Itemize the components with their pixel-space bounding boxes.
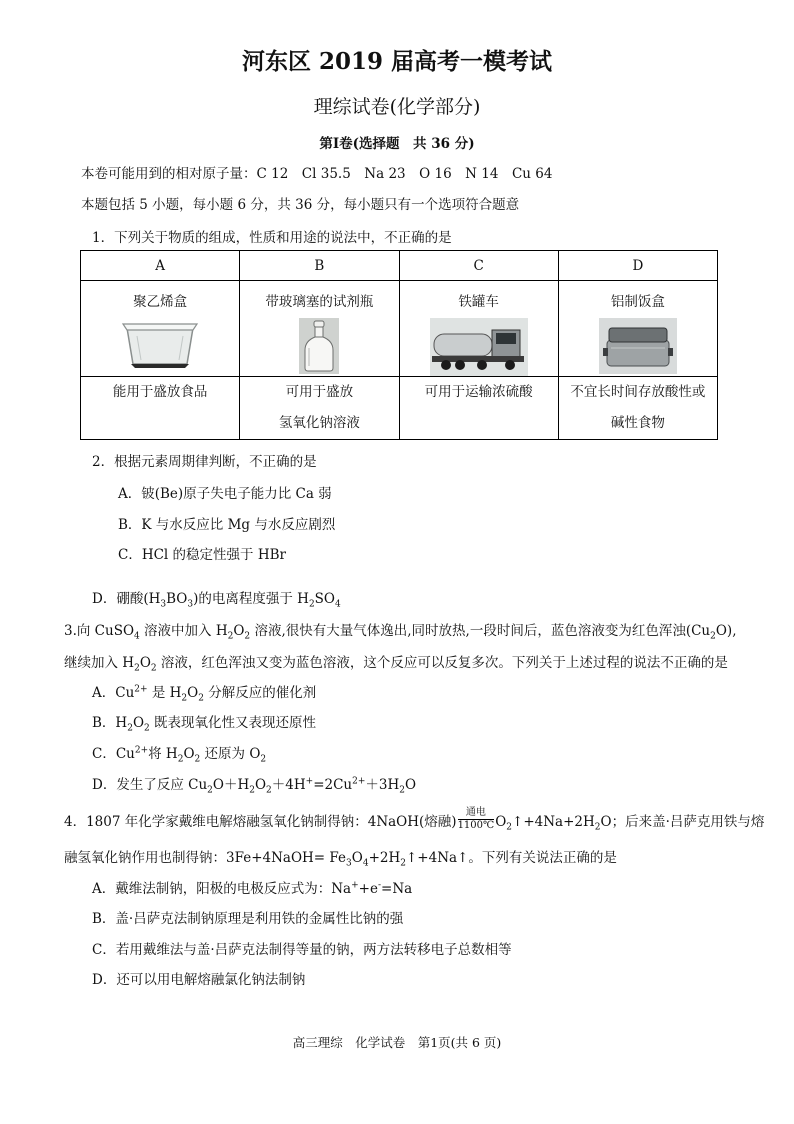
q1-use-d-line2: 碱性食物 (610, 415, 665, 431)
exam-title: 河东区 2019 届高考一模考试 (241, 48, 553, 75)
q3-option-c: C．$Cu^{2+}$将 $H_2O_2$ 还原为 $O_2$ (92, 745, 267, 765)
q1-picture-row (81, 281, 718, 377)
q4-option-d: D．还可以用电解熔融氯化钠法制钠 (92, 972, 306, 988)
q1-options-table (80, 250, 718, 440)
q4-option-c: C．若用戴维法与盖·吕萨克法制得等量的钠，两方法转移电子总数相等 (92, 942, 512, 958)
q2-stem: 2．根据元素周期律判断，不正确的是 (92, 454, 317, 470)
q4-option-b: B．盖·吕萨克法制钠原理是利用铁的金属性比钠的强 (92, 911, 404, 927)
q2-option-b: B．K 与水反应比 Mg 与水反应剧烈 (118, 517, 336, 533)
q1-cell-c (399, 281, 558, 377)
q1-name-a: 聚乙烯盒 (133, 294, 188, 310)
q1-col-a: A (81, 251, 240, 281)
q1-name-d: 铝制饭盒 (610, 294, 665, 310)
q4-stem-line2: 融氢氧化钠作用也制得钠：3Fe+4NaOH= $Fe_3O_4+2H_2↑+4Na↑$。下列有关说法正确的是 (64, 850, 617, 869)
q1-use-b-line2: 氢氧化钠溶液 (278, 415, 360, 431)
q1-use-d (558, 377, 717, 440)
tank-truck-image (430, 318, 528, 376)
q1-stem: 1．下列关于物质的组成，性质和用途的说法中，不正确的是 (92, 230, 452, 246)
q1-col-d: D (558, 251, 717, 281)
q3-option-d: D．发生了反应 $Cu_2O+H_2O_2+4H^+=2Cu^{2+}+3H_2O$ (92, 776, 417, 796)
page-footer: 高三理综 化学试卷 第1页(共 6 页) (292, 1035, 502, 1050)
instructions-line: 本题包括 5 小题，每小题 6 分，共 36 分，每小题只有一个选项符合题意 (81, 197, 520, 213)
q3-option-a: A．$Cu^{2+}$ 是 $H_2O_2$ 分解反应的催化剂 (92, 684, 317, 704)
q1-use-d-line1: 不宜长时间存放酸性或 (570, 384, 706, 400)
q1-use-a-line1: 能用于盛放食品 (112, 384, 208, 400)
q1-header-row (81, 251, 718, 281)
aluminum-lunch-box-image (599, 318, 677, 374)
q1-cell-a (81, 281, 240, 377)
atomic-masses-line: 本卷可能用到的相对原子量：C 12 Cl 35.5 Na 23 O 16 N 14 Cu 64 (81, 166, 553, 182)
section-heading: 第Ⅰ卷(选择题 共 36 分) (319, 136, 475, 152)
q4-option-a: A．戴维法制钠，阳极的电极反应式为：Na++e-=Na (92, 880, 413, 897)
q1-cell-b (240, 281, 399, 377)
exam-subtitle: 理综试卷(化学部分) (313, 96, 481, 118)
q2-option-a: A．铍(Be)原子失电子能力比 Ca 弱 (118, 486, 332, 502)
q1-cell-d (558, 281, 717, 377)
q1-use-a (81, 377, 240, 440)
q1-col-b: B (240, 251, 399, 281)
q3-stem-line1: 3.向 CuSO$_4$ 溶液中加入 $H_2O_2$ 溶液,很快有大量气体逸出,同时放热,一段时间后，蓝色溶液变为红色浑浊$(Cu_2O)$, (64, 623, 737, 642)
q4-stem-line1: 4．1807 年化学家戴维电解熔融氢氧化钠制得钠：4NaOH(熔融) $\frac{\text{通电}}{1100℃}$ $O_2↑+4Na+2H_2O$；后来盖·吕萨克用铁与熔 (64, 807, 765, 833)
q1-use-b-line1: 可用于盛放 (285, 384, 354, 400)
q1-name-c: 铁罐车 (458, 294, 499, 310)
q1-use-c-line1: 可用于运输浓硫酸 (424, 384, 533, 400)
reagent-bottle-image (299, 318, 339, 374)
q3-option-b: B．$H_2O_2$ 既表现氧化性又表现还原性 (92, 715, 317, 734)
q1-use-row (81, 377, 718, 440)
q1-name-b: 带玻璃塞的试剂瓶 (265, 294, 374, 310)
q2-option-c: C．HCl 的稳定性强于 HBr (118, 547, 286, 563)
q1-use-b (240, 377, 399, 440)
q2-option-d: D．硼酸$(H_3BO_3)$的电离程度强于 $H_2SO_4$ (92, 591, 341, 610)
reaction-condition: $\frac{\text{通电}}{1100℃}$ (457, 807, 495, 831)
q1-col-c: C (399, 251, 558, 281)
q3-stem-line2: 继续加入 $H_2O_2$ 溶液，红色浑浊又变为蓝色溶液，这个反应可以反复多次。下列关于上述过程的说法不正确的是 (64, 655, 728, 674)
q1-use-c (399, 377, 558, 440)
plastic-box-image (121, 318, 199, 370)
